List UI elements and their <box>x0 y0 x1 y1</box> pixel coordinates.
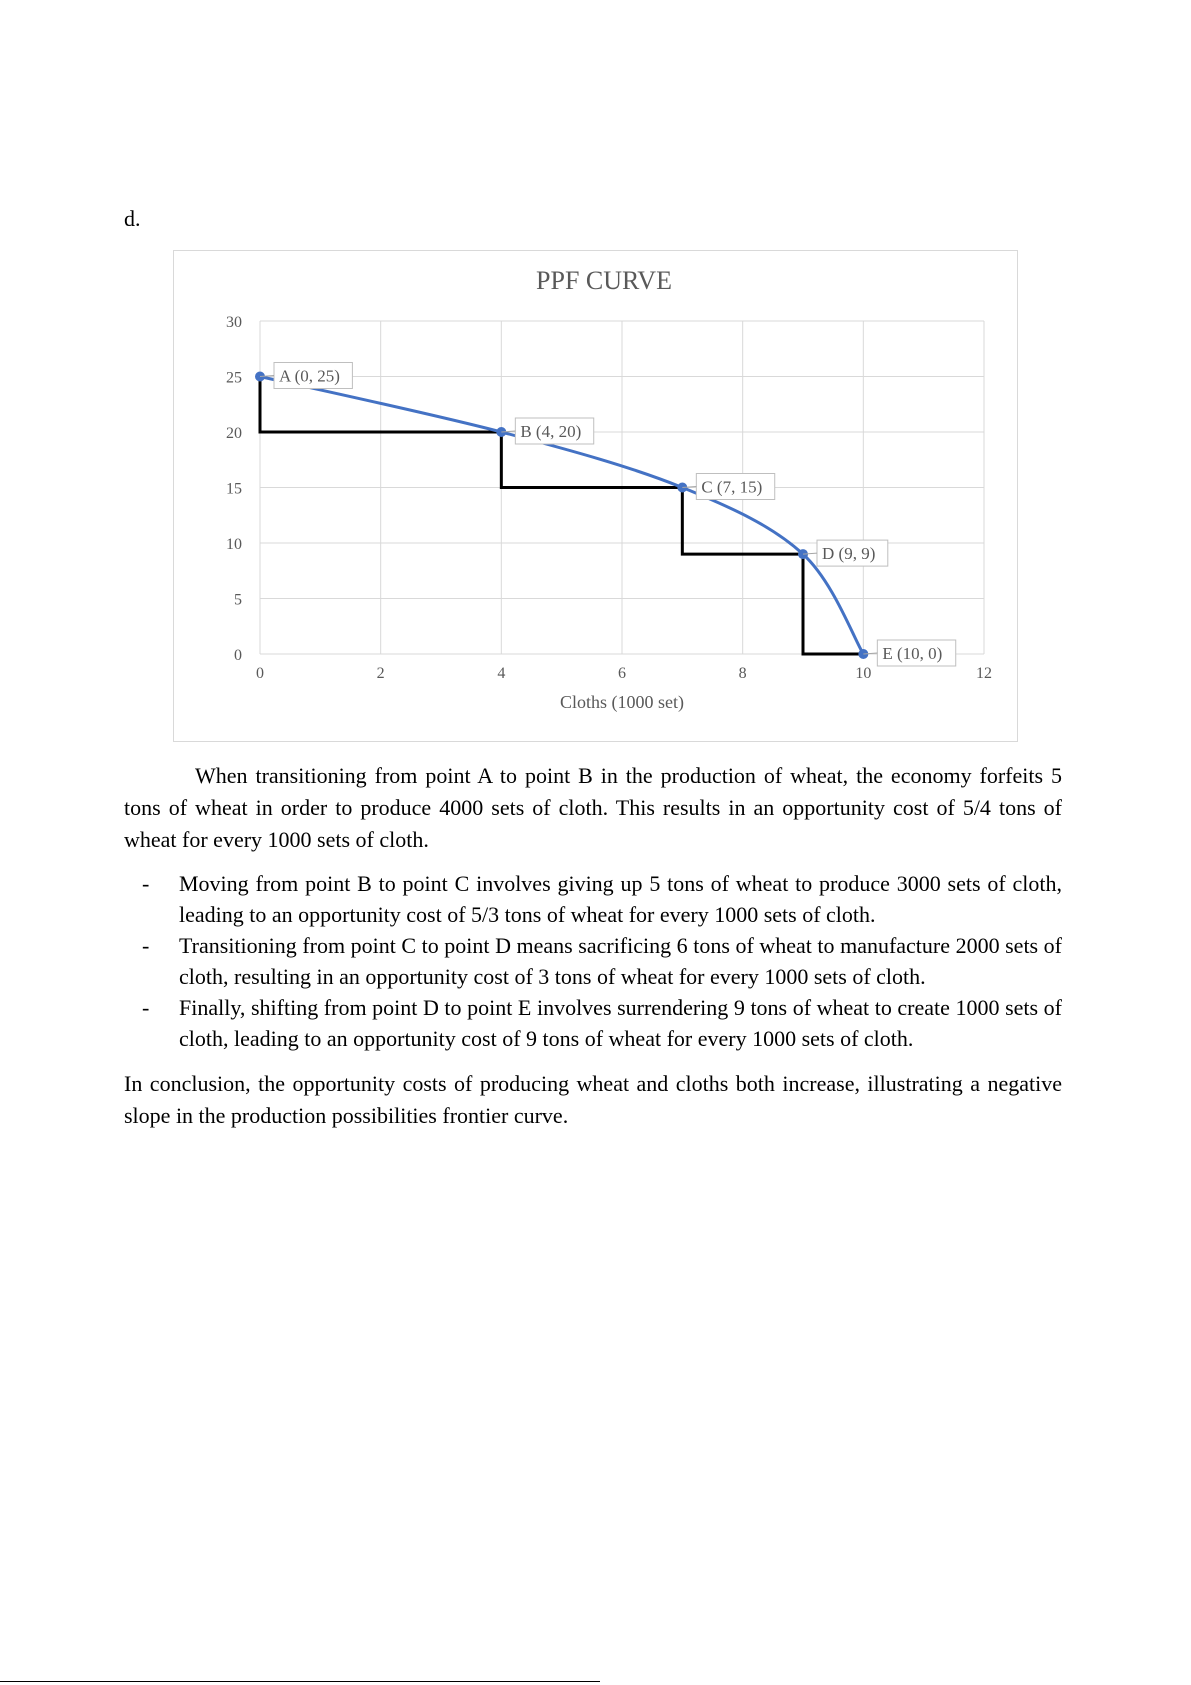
bullet-dash: - <box>142 933 150 958</box>
bullet-text: Moving from point B to point C involves giving up 5 tons of wheat to produce 3000 sets of cloth, leading to an opportunity cost of 5/3 tons of wheat for every 1000 sets of cloth. <box>179 871 1062 927</box>
x-tick-label: 10 <box>855 665 872 682</box>
x-tick-label: 12 <box>976 665 992 682</box>
data-label: E (10, 0) <box>882 644 943 663</box>
bullet-list <box>124 868 1062 1054</box>
y-tick-label: 5 <box>234 591 242 609</box>
footer-rule <box>0 1681 600 1682</box>
bullet-text: Transitioning from point C to point D means sacrificing 6 tons of wheat to manufacture 2000 sets of cloth, resulting in an opportunity cost of 3 tons of wheat for every 1000 sets of cloth. <box>179 933 1062 989</box>
ppf-chart <box>174 251 1017 741</box>
bullet-item <box>124 930 1062 992</box>
y-tick-label: 0 <box>234 647 242 664</box>
x-tick-label: 8 <box>738 665 747 682</box>
y-tick-label: 25 <box>226 369 242 387</box>
y-tick-label: 10 <box>226 536 242 553</box>
bullet-dash: - <box>142 995 150 1020</box>
paragraph-conclusion: In conclusion, the opportunity costs of producing wheat and cloths both increase, illustrating a negative slope in the production possibilities frontier curve. <box>124 1071 1062 1128</box>
y-tick-label: 30 <box>226 314 242 331</box>
paragraph-intro: When transitioning from point A to point B in the production of wheat, the economy forfeits 5 tons of wheat in order to produce 4000 sets of cloth. This results in an opportunity cost of 5/4 tons of wheat for every 1000 sets of cloth. <box>124 763 1062 852</box>
bullet-dash: - <box>142 871 150 896</box>
data-label: B (4, 20) <box>520 422 582 441</box>
x-tick-label: 6 <box>618 665 626 682</box>
bullet-item <box>124 868 1062 930</box>
bullet-item <box>124 992 1062 1054</box>
chart-container <box>173 250 1018 742</box>
data-label: D (9, 9) <box>822 544 876 564</box>
y-tick-label: 20 <box>226 425 242 442</box>
data-label: A (0, 25) <box>279 366 340 386</box>
chart-title: PPF CURVE <box>536 266 672 295</box>
section-label: d. <box>124 206 141 231</box>
x-tick-label: 4 <box>497 665 506 682</box>
x-tick-label: 2 <box>376 665 385 682</box>
data-label: C (7, 15) <box>701 477 763 497</box>
x-axis-label: Cloths (1000 set) <box>560 692 684 712</box>
x-tick-label: 0 <box>256 665 264 682</box>
bullet-text: Finally, shifting from point D to point E involves surrendering 9 tons of wheat to create 1000 sets of cloth, leading to an opportunity cost of 9 tons of wheat for every 1000 sets of cloth. <box>179 995 1062 1051</box>
y-tick-label: 15 <box>226 480 242 498</box>
